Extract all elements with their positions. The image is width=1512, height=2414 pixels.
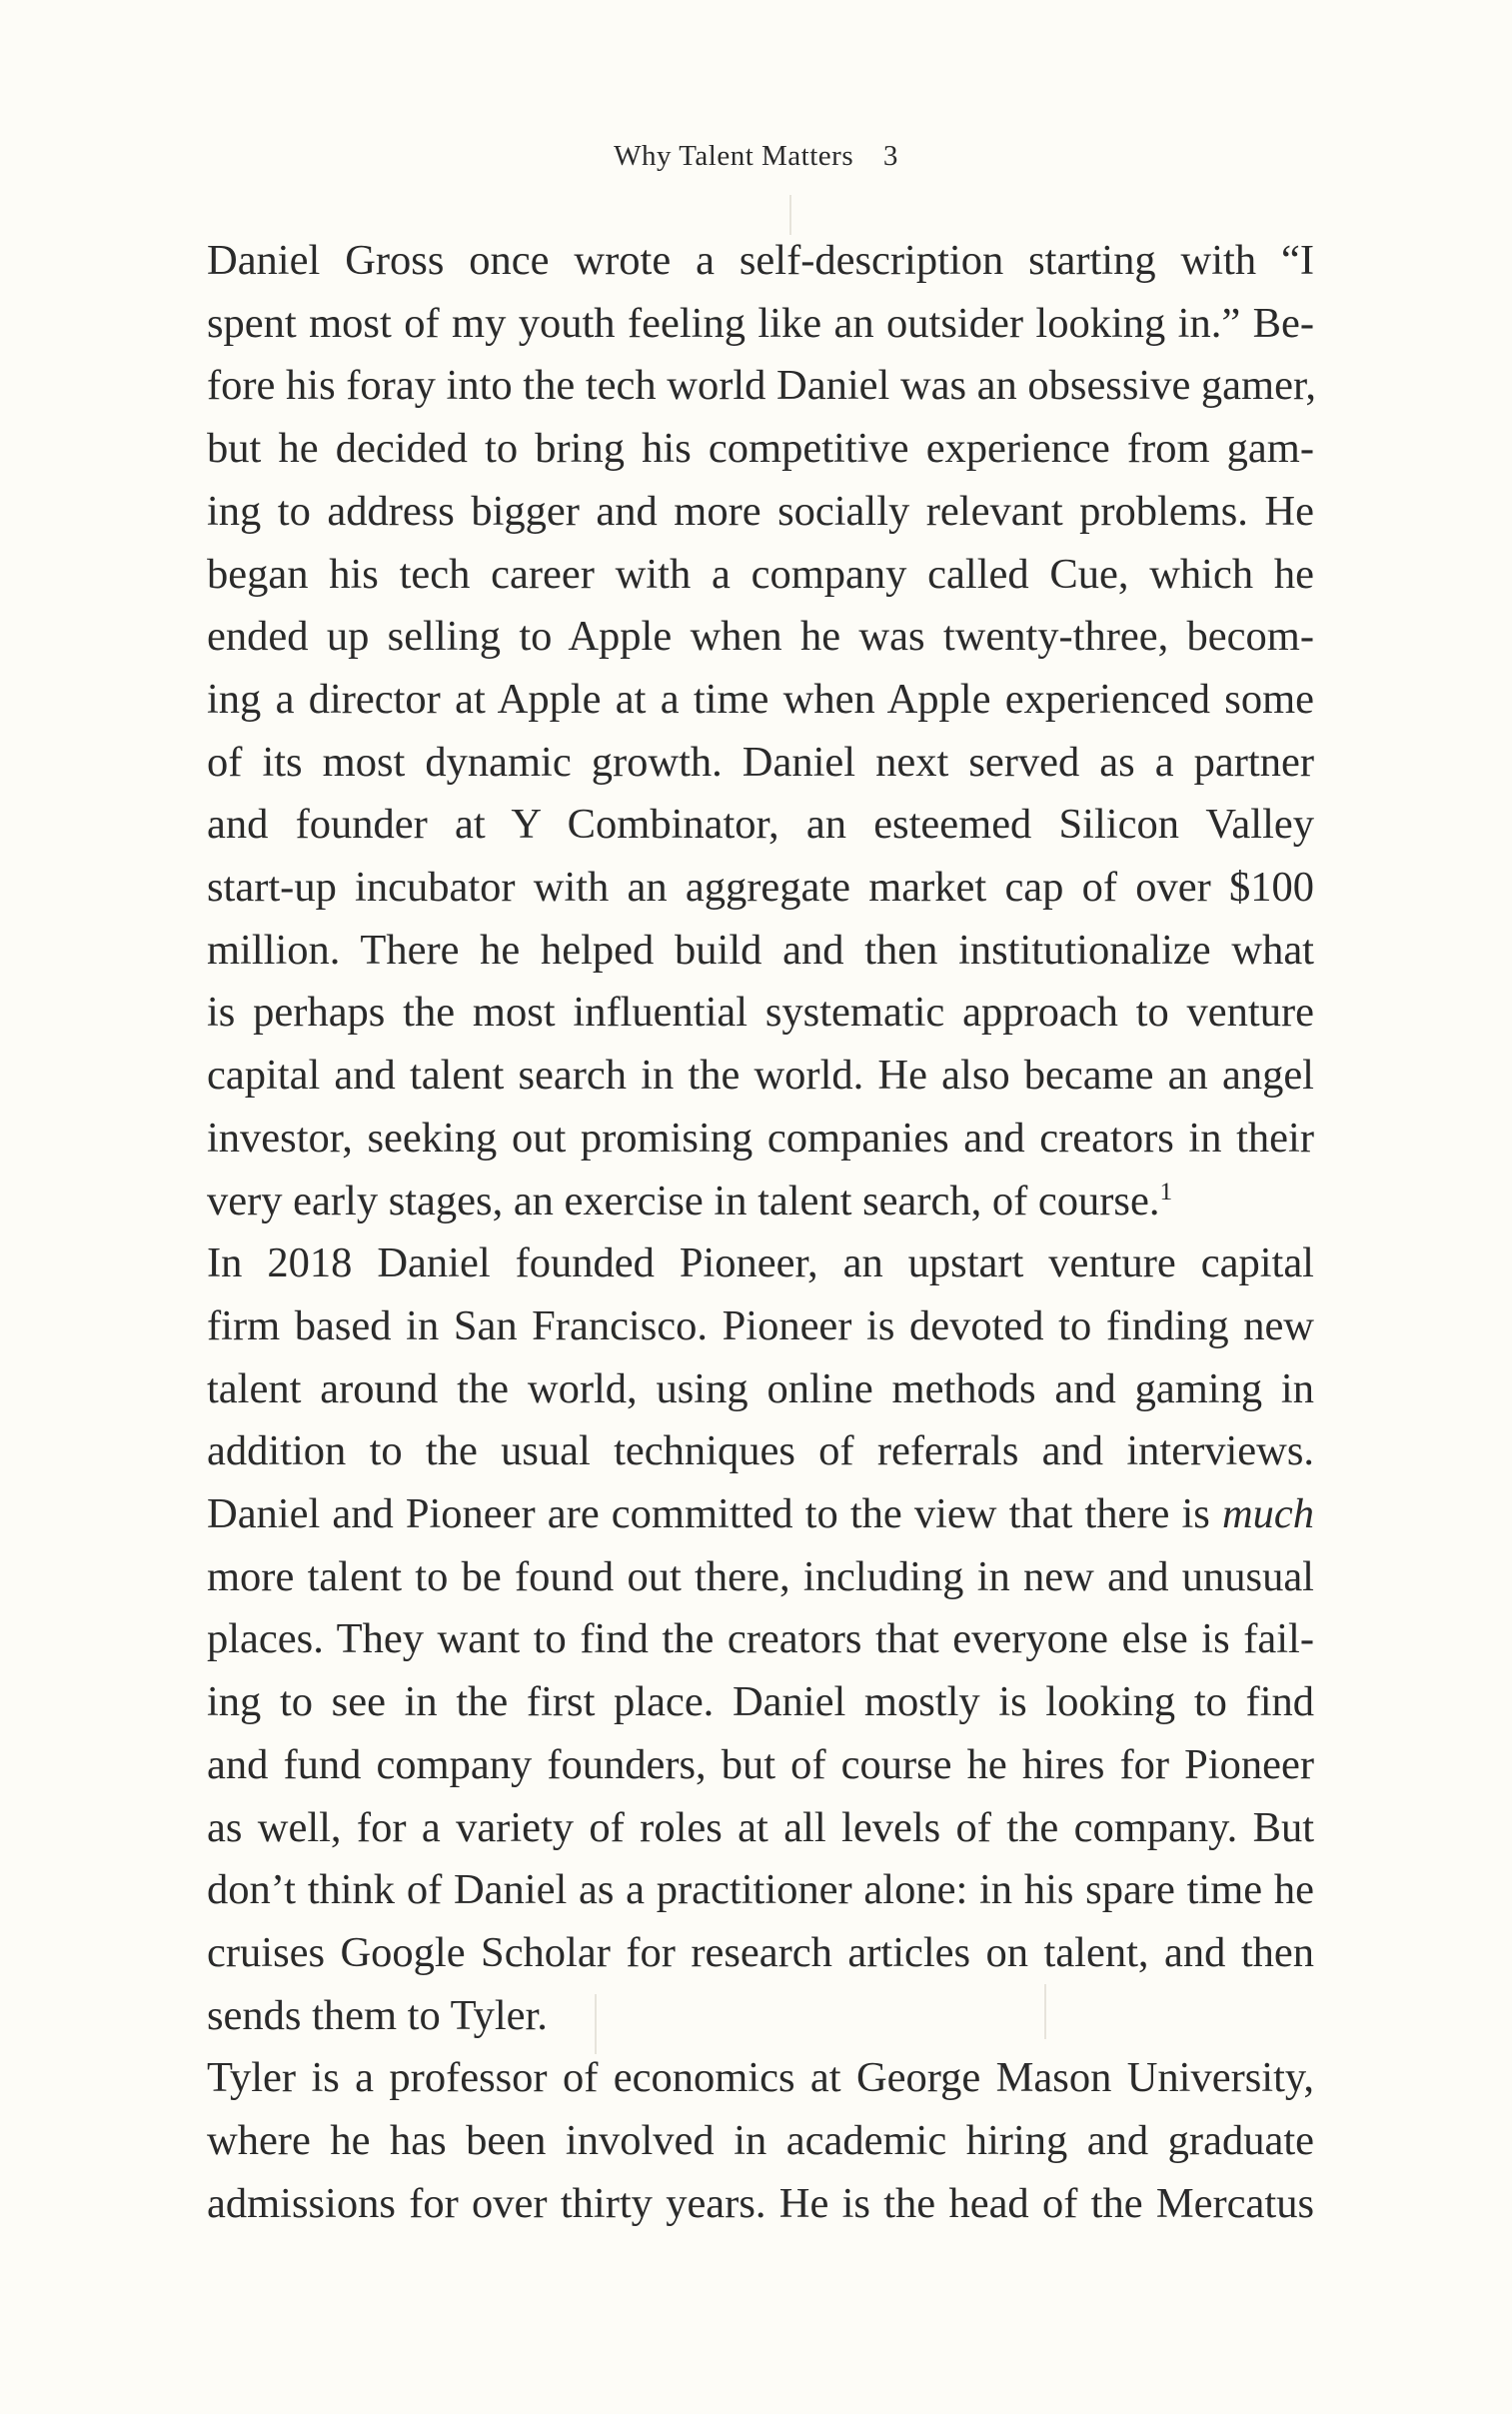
text-line: fore his foray into the tech world Daniel was an obsessive gamer, <box>207 362 1317 410</box>
text-line: admissions for over thirty years. He is the head of the Mercatus <box>207 2179 1314 2227</box>
text-line: Daniel Gross once wrote a self-description starting with “I <box>207 237 1314 284</box>
text-line: don’t think of Daniel as a practitioner alone: in his spare time he <box>207 1866 1314 1914</box>
text-line: more talent to be found out there, including in new and unusual <box>207 1552 1314 1600</box>
text-line: began his tech career with a company called Cue, which he <box>207 550 1314 598</box>
text-line-content: Daniel and Pioneer are committed to the view that there is <box>207 1490 1222 1538</box>
page-number: 3 <box>882 140 898 172</box>
paragraph-3 <box>147 2047 1314 2235</box>
running-head <box>0 140 1512 173</box>
body-text <box>147 230 1317 2236</box>
scan-speck <box>595 1994 597 2054</box>
text-line: where he has been involved in academic hiring and graduate <box>207 2117 1314 2165</box>
text-line: million. There he helped build and then institutionalize what <box>207 926 1314 974</box>
text-line <box>147 1483 1314 1546</box>
text-line: firm based in San Francisco. Pioneer is devoted to finding new <box>207 1301 1314 1349</box>
text-line: ended up selling to Apple when he was twenty-three, becom- <box>207 613 1314 661</box>
text-line: as well, for a variety of roles at all levels of the company. But <box>207 1803 1314 1851</box>
text-line <box>147 1171 1314 1233</box>
text-line: investor, seeking out promising companies and creators in their <box>207 1114 1314 1162</box>
text-line: capital and talent search in the world. He also became an angel <box>207 1052 1314 1100</box>
scan-speck <box>1044 1984 1046 2039</box>
text-line: spent most of my youth feeling like an outsider looking in.” Be- <box>207 299 1314 347</box>
text-line: cruises Google Scholar for research articles on talent, and then <box>207 1928 1314 1976</box>
emphasized-word: much <box>1221 1490 1314 1538</box>
text-line: is perhaps the most influential systematic approach to venture <box>207 989 1314 1037</box>
text-line: In 2018 Daniel founded Pioneer, an upstart venture capital <box>207 1239 1314 1287</box>
paragraph-1 <box>147 230 1317 1232</box>
text-line: and founder at Y Combinator, an esteemed Silicon Valley <box>207 801 1314 849</box>
text-line: of its most dynamic growth. Daniel next served as a partner <box>207 738 1314 786</box>
text-line: places. They want to find the creators that everyone else is fail- <box>207 1615 1314 1663</box>
scan-speck <box>789 195 791 235</box>
text-line: ing to see in the first place. Daniel mostly is looking to find <box>207 1678 1314 1726</box>
text-line: Tyler is a professor of economics at George Mason University, <box>207 2054 1314 2102</box>
text-line: but he decided to bring his competitive experience from gam- <box>207 425 1314 473</box>
text-line: addition to the usual techniques of referrals and interviews. <box>207 1427 1314 1475</box>
text-line: start-up incubator with an aggregate market cap of over $100 <box>207 864 1314 912</box>
text-line: ing to address bigger and more socially relevant problems. He <box>207 487 1314 535</box>
running-head-title: Why Talent Matters <box>614 140 854 172</box>
text-line: and fund company founders, but of course he hires for Pioneer <box>207 1740 1314 1788</box>
paragraph-2 <box>147 1232 1314 2047</box>
footnote-reference: 1 <box>1159 1176 1173 1206</box>
text-line: talent around the world, using online methods and gaming in <box>207 1364 1314 1412</box>
text-line-content: very early stages, an exercise in talent search, of course. <box>207 1177 1160 1224</box>
text-line: ing a director at Apple at a time when Apple experienced some <box>207 675 1314 723</box>
text-line: sends them to Tyler. <box>207 1991 548 2039</box>
